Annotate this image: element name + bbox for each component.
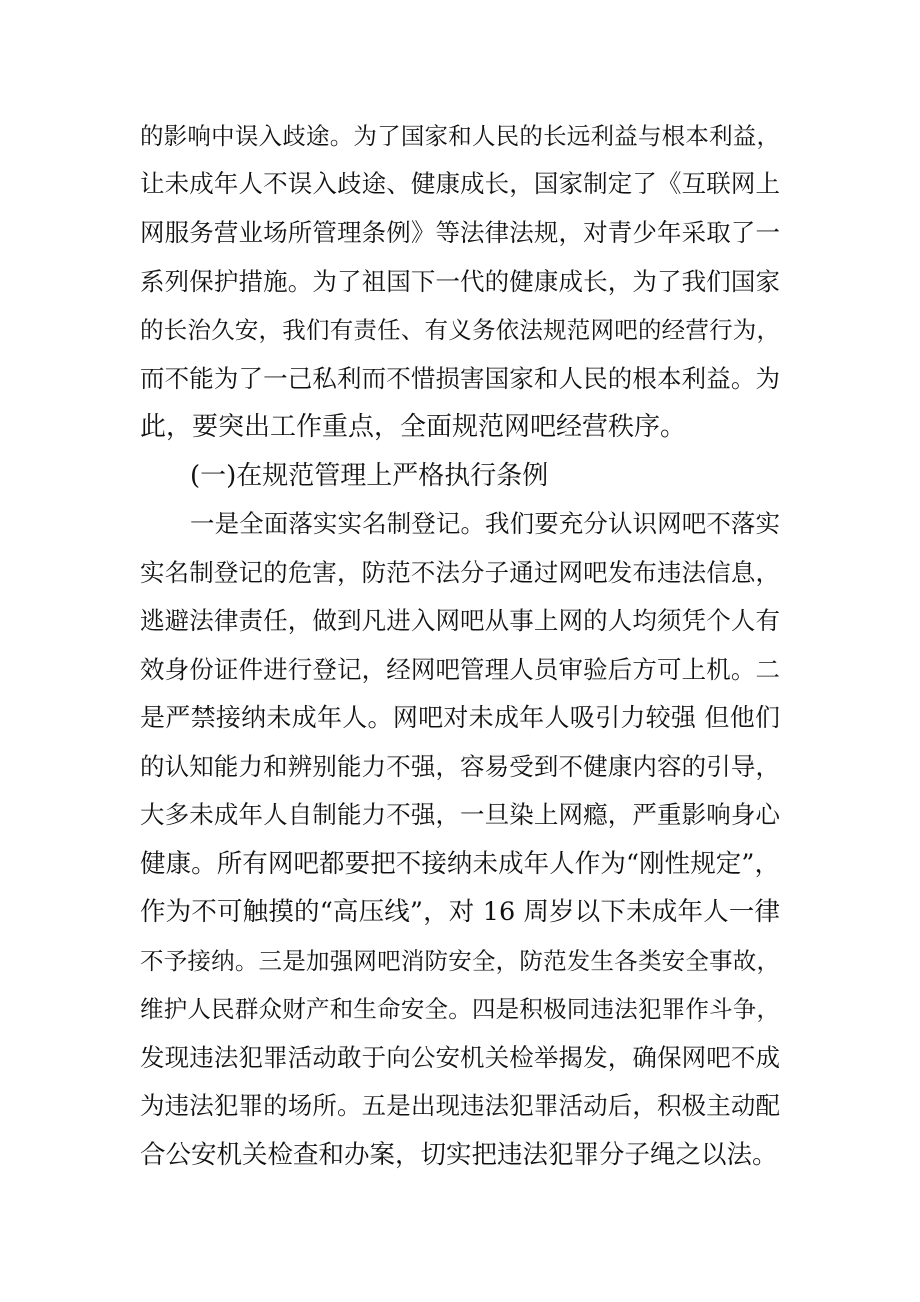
text-line: 发现违法犯罪活动敢于向公安机关检举揭发，确保网吧不成 — [140, 1043, 780, 1072]
text-line: 而不能为了一己私利而不惜损害国家和人民的根本利益。为 — [140, 364, 780, 393]
text-line: 合公安机关检查和办案，切实把违法犯罪分子绳之以法。 — [140, 1140, 778, 1170]
text-line: 为违法犯罪的场所。五是出现违法犯罪活动后，积极主动配 — [140, 1091, 780, 1120]
text-line: 让未成年人不误入歧途、健康成长，国家制定了《互联网上 — [140, 169, 780, 198]
text-line: 健康。所有网吧都要把不接纳未成年人作为“刚性规定”， — [140, 849, 780, 879]
text-line: 系列保护措施。为了祖国下一代的健康成长，为了我们国家 — [140, 267, 780, 296]
text-line: 维护人民群众财产和生命安全。四是积极同违法犯罪作斗争， — [140, 995, 780, 1023]
text-line: 逃避法律责任，做到凡进入网吧从事上网的人均须凭个人有 — [140, 606, 780, 635]
section-heading: (一)在规范管理上严格执行条例 — [190, 461, 549, 491]
text-line: 的影响中误入歧途。为了国家和人民的长远利益与根本利益， — [140, 122, 780, 150]
text-line: 实名制登记的危害，防范不法分子通过网吧发布违法信息， — [140, 558, 780, 587]
text-line: 大多未成年人自制能力不强，一旦染上网瘾，严重影响身心 — [140, 800, 780, 829]
text-line: 的认知能力和辨别能力不强，容易受到不健康内容的引导， — [140, 752, 780, 781]
text-line: 作为不可触摸的“高压线”，对 16 周岁以下未成年人一律 — [140, 897, 780, 927]
text-line: 不予接纳。三是加强网吧消防安全，防范发生各类安全事故， — [140, 947, 780, 975]
text-line: 网服务营业场所管理条例》等法律法规，对青少年采取了一 — [140, 218, 780, 247]
text-line: 效身份证件进行登记，经网吧管理人员审验后方可上机。二 — [140, 655, 780, 684]
text-line: 一是全面落实实名制登记。我们要充分认识网吧不落实 — [190, 509, 780, 538]
text-line: 是严禁接纳未成年人。网吧对未成年人吸引力较强 但他们 — [140, 703, 780, 732]
text-line: 此，要突出工作重点，全面规范网吧经营秩序。 — [140, 412, 687, 442]
text-line: 的长治久安，我们有责任、有义务依法规范网吧的经营行为， — [140, 316, 780, 344]
